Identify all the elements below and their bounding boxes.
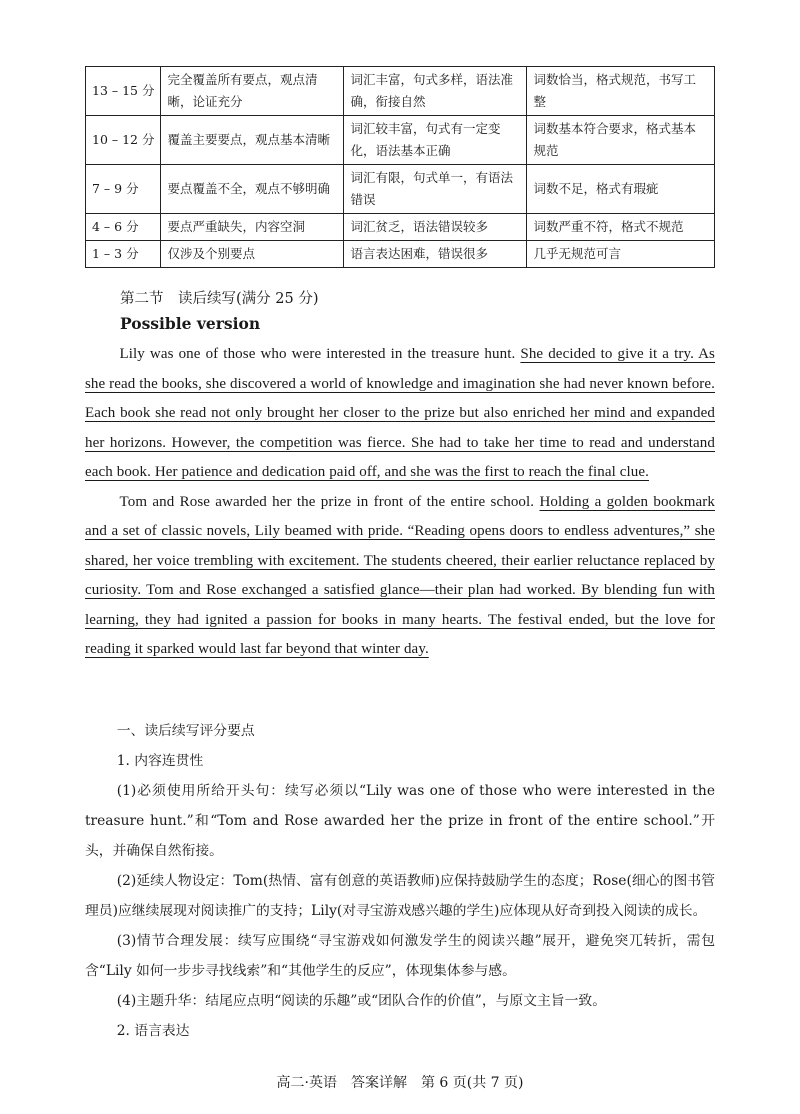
criteria-heading: 一、读后续写评分要点 (116, 723, 255, 739)
format-cell: 几乎无规范可言 (527, 241, 715, 268)
language-cell: 词汇有限，句式单一，有语法错误 (344, 165, 527, 214)
version-title: Possible version (120, 314, 261, 333)
content-cell: 要点覆盖不全，观点不够明确 (161, 165, 344, 214)
model-essay (85, 340, 715, 665)
content-cell: 覆盖主要要点，观点基本清晰 (161, 116, 344, 165)
format-cell: 词数基本符合要求，格式基本规范 (527, 116, 715, 165)
language-cell: 词汇丰富，句式多样，语法准确，衔接自然 (344, 67, 527, 116)
content-cell: 仅涉及个别要点 (161, 241, 344, 268)
continuation-text-1: She decided to give it a try. As she read the books, she discovered a world of knowledge and imagination she had never known before. Each book she read not only brought her closer to the prize but also enriched her mind and expanded her horizons. However, the competition was fierce. She had to take her time to read and understand each book. Her patience and dedication paid off, and she was the first to reach the final clue. (85, 346, 715, 480)
opening-sentence-1: Lily was one of those who were interested in the treasure hunt. (119, 346, 521, 362)
continuation-text-2: Holding a golden bookmark and a set of classic novels, Lily beamed with pride. “Reading opens doors to endless adventures,” she shared, her voice trembling with excitement. The students cheered, their earlier reluctance replaced by curiosity. Tom and Rose exchanged a satisfied glance—their plan had worked. By blending fun with learning, they had ignited a passion for books in many hearts. The festival ended, but the love for reading it sparked would last far beyond that winter day. (85, 493, 715, 657)
section-title: 第二节 读后续写(满分 25 分) (120, 291, 319, 307)
score-cell: 13 – 15 分 (86, 67, 161, 116)
format-cell: 词数不足，格式有瑕疵 (527, 165, 715, 214)
score-cell: 10 – 12 分 (86, 116, 161, 165)
score-cell: 7 – 9 分 (86, 165, 161, 214)
score-cell: 4 – 6 分 (86, 214, 161, 241)
table-row (86, 165, 715, 214)
content-cell: 要点严重缺失，内容空洞 (161, 214, 344, 241)
table-row (86, 241, 715, 268)
language-cell: 词汇较丰富，句式有一定变化，语法基本正确 (344, 116, 527, 165)
format-cell: 词数严重不符，格式不规范 (527, 214, 715, 241)
page-footer: 高二·英语 答案详解 第 6 页(共 7 页) (276, 1075, 524, 1091)
criteria-item-3: (3)情节合理发展：续写应围绕“寻宝游戏如何激发学生的阅读兴趣”展开，避免突兀转折，需包含“Lily 如何一步步寻找线索”和“其他学生的反应”，体现集体参与感。 (85, 933, 715, 979)
table-row (86, 116, 715, 165)
language-cell: 词汇贫乏，语法错误较多 (344, 214, 527, 241)
language-cell: 语言表达困难，错误很多 (344, 241, 527, 268)
table-row (86, 67, 715, 116)
essay-paragraph-2 (85, 488, 715, 665)
criteria-subheading-1: 1. 内容连贯性 (116, 753, 204, 769)
scoring-criteria (85, 716, 715, 1046)
content-cell: 完全覆盖所有要点，观点清晰，论证充分 (161, 67, 344, 116)
grading-table (85, 66, 715, 268)
format-cell: 词数恰当，格式规范，书写工整 (527, 67, 715, 116)
criteria-item-2: (2)延续人物设定：Tom(热情、富有创意的英语教师)应保持鼓励学生的态度；Rose(细心的图书管理员)应继续展现对阅读推广的支持；Lily(对寻宝游戏感兴趣的学生)应体现从好奇到投入阅读的成长。 (85, 873, 715, 919)
essay-paragraph-1 (85, 340, 715, 488)
criteria-item-4: (4)主题升华：结尾应点明“阅读的乐趣”或“团队合作的价值”，与原文主旨一致。 (116, 993, 606, 1009)
criteria-subheading-2: 2. 语言表达 (116, 1023, 190, 1039)
table-row (86, 214, 715, 241)
criteria-item-1: (1)必须使用所给开头句：续写必须以“Lily was one of those who were interested in the treasure hunt.”和“Tom and Rose awarded her the prize in front of the entire school.”开头，并确保自然衔接。 (85, 783, 715, 859)
opening-sentence-2: Tom and Rose awarded her the prize in front of the entire school. (119, 493, 540, 510)
score-cell: 1 – 3 分 (86, 241, 161, 268)
